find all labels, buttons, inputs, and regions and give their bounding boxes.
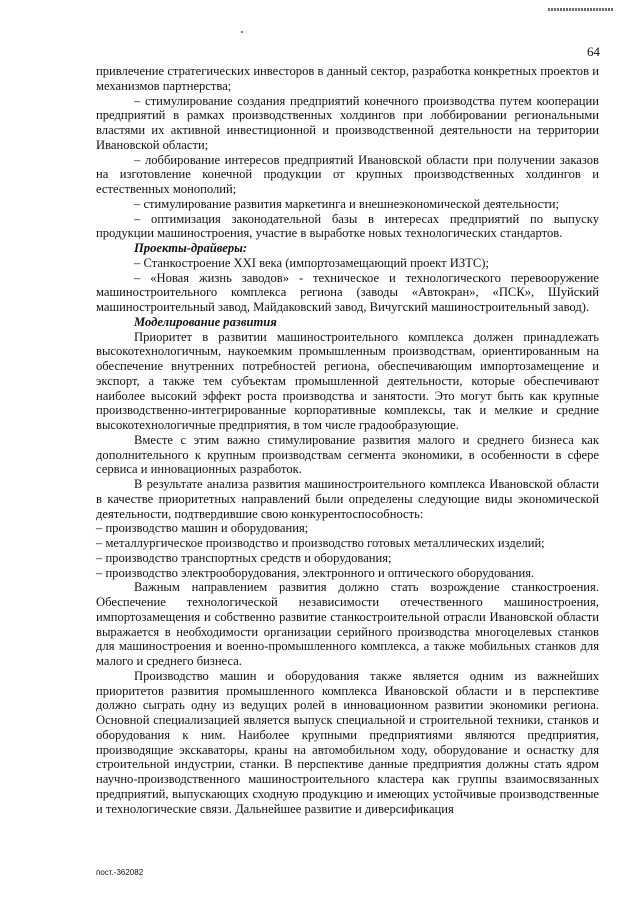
paragraph: привлечение стратегических инвесторов в данный сектор, разработка конкретных проектов и механизмов партнерства; xyxy=(96,64,599,93)
section-heading: Проекты-драйверы: xyxy=(134,241,248,255)
list-item: – «Новая жизнь заводов» - техническое и технологического перевооружение машиностроительного комплекса региона (заводы «Автокран», «ПСК», Шуйский машиностроительный завод, Майдаковский завод, Вичугский машиностроительный завод). xyxy=(96,270,599,314)
list-item: – производство транспортных средств и оборудования; xyxy=(96,550,392,565)
list-item: – стимулирование создания предприятий конечного производства путем кооперации предприятий в рамках производственных холдингов при лоббировании региональными властями их активной инвестиционной и производственной деятельности на территории Ивановской области; xyxy=(96,93,599,152)
scan-dot xyxy=(241,31,243,33)
scan-mark xyxy=(548,8,614,11)
list-item: – Станкостроение XXI века (импортозамещающий проект ИЗТС); xyxy=(134,255,489,270)
paragraph: Вместе с этим важно стимулирование развития малого и среднего бизнеса как дополнительного к крупным производствам сегмента экономики, в особенности в сфере сервиса и инновационных разработок. xyxy=(96,432,599,477)
list-item: – металлургическое производство и производство готовых металлических изделий; xyxy=(96,536,545,550)
section-heading: Моделирование развития xyxy=(134,314,277,329)
list-item: – лоббирование интересов предприятий Ивановской области при получении заказов на изготовление конечной продукции от крупных производственных холдингов и естественных монополий; xyxy=(96,152,599,196)
page-number: 64 xyxy=(587,44,600,59)
list-item: – оптимизация законодательной базы в интересах предприятий по выпуску продукции машиностроения, участие в выработке новых технологических стандартов. xyxy=(96,211,599,241)
footer-code: пост.-362082 xyxy=(96,868,144,877)
paragraph: Важным направлением развития должно стать возрождение станкостроения. Обеспечение технологической независимости отечественного машиностроения, импортозамещения и собственно развитие станкостроительной отрасли Ивановской области выражается в необходимости организации серийного производства многоцелевых станков для машиностроения и военно-промышленного комплекса, а также мобильных станков для малого и среднего бизнеса. xyxy=(96,580,599,668)
paragraph: В результате анализа развития машиностроительного комплекса Ивановской области в качестве приоритетных направлений были определены следующие виды экономической деятельности, подтвердившие свою конкурентоспособность: xyxy=(96,477,599,521)
list-item: – производство машин и оборудования; xyxy=(96,521,309,536)
list-item: – производство электрооборудования, электронного и оптического оборудования. xyxy=(96,565,535,580)
list-item: – стимулирование развития маркетинга и внешнеэкономической деятельности; xyxy=(134,196,559,211)
paragraph: Производство машин и оборудования также является одним из важнейших приоритетов развития промышленного комплекса Ивановской области и в перспективе должно сыграть одну из ведущих ролей в инновационном развитии экономики региона. Основной специализацией является выпуск специальной и строительной техники, станков и оборудования к ним. Наиболее крупными предприятиями являются предприятия, производящие экскаваторы, краны на автомобильном ходу, оборудование и оснастку для строительной индустрии, станки. В перспективе данные предприятия должны стать ядром научно-производственного машиностроительного кластера как группы взаимосвязанных предприятий, выпускающих сходную продукцию и имеющих устойчивые производственные и технологические связи. Дальнейшее развитие и диверсификация xyxy=(96,668,599,816)
document-body xyxy=(96,64,599,816)
paragraph: Приоритет в развитии машиностроительного комплекса должен принадлежать высокотехнологичным, наукоемким промышленным производствам, ориентированным на обеспечение внутренних потребностей региона, обеспечивающим импортозамещение и экспорт, а также тем субъектам промышленной деятельности, которые обеспечивают наиболее высокий эффект роста производства и занятости. Это могут быть как крупные производственно-интегрированные корпоративные комплексы, так и мелкие и средние высокотехнологичные предприятия, в том числе градообразующие. xyxy=(96,329,599,432)
